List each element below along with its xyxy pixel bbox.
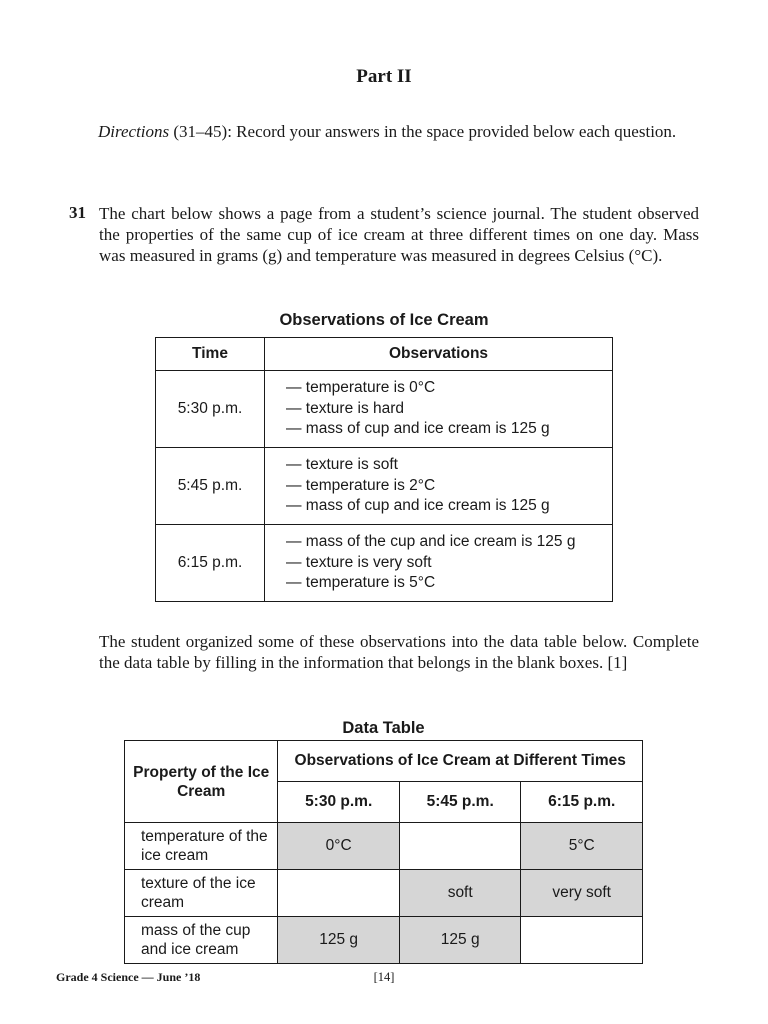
directions-paragraph bbox=[69, 121, 699, 142]
part-title: Part II bbox=[356, 66, 412, 87]
observation-time: 5:45 p.m. bbox=[156, 448, 265, 525]
observation-notes bbox=[265, 448, 613, 525]
question-intro: The chart below shows a page from a student’s science journal. The student observed the properties of the same cup of ice cream at three different times on one day. Mass was measured in grams (g) and temperature was measured in degrees Celsius (°C). bbox=[99, 204, 699, 265]
observations-table-title: Observations of Ice Cream bbox=[279, 311, 489, 329]
directions-text: (31–45): Record your answers in the space provided below each question. bbox=[169, 122, 677, 141]
observation-line: — mass of the cup and ice cream is 125 g bbox=[286, 533, 576, 551]
property-label: texture of the ice cream bbox=[125, 870, 278, 917]
blank-answer-cell[interactable] bbox=[399, 823, 521, 870]
value-cell: soft bbox=[399, 870, 521, 917]
header-property: Property of the Ice Cream bbox=[125, 741, 278, 823]
observation-time: 6:15 p.m. bbox=[156, 525, 265, 602]
header-time: Time bbox=[156, 338, 265, 371]
observation-line: — temperature is 5°C bbox=[286, 574, 436, 592]
value-cell: 125 g bbox=[278, 917, 400, 964]
blank-answer-cell[interactable] bbox=[278, 870, 400, 917]
data-table-title: Data Table bbox=[342, 719, 425, 737]
observations-table bbox=[155, 337, 613, 602]
header-observation-group: Observations of Ice Cream at Different Times bbox=[278, 741, 643, 782]
observation-row bbox=[156, 448, 613, 525]
observation-line: — temperature is 2°C bbox=[286, 476, 436, 494]
value-cell: 5°C bbox=[521, 823, 643, 870]
observation-row bbox=[156, 525, 613, 602]
observation-line: — mass of cup and ice cream is 125 g bbox=[286, 420, 550, 438]
value-cell: 0°C bbox=[278, 823, 400, 870]
observation-time: 5:30 p.m. bbox=[156, 371, 265, 448]
observation-row bbox=[156, 371, 613, 448]
observations-header-row bbox=[156, 338, 613, 371]
data-row-texture bbox=[125, 870, 643, 917]
question-instruction: The student organized some of these observations into the data table below. Complete the data table by filling in the information that belongs in the blank boxes. [1] bbox=[99, 632, 699, 672]
observation-notes bbox=[265, 371, 613, 448]
header-time-530: 5:30 p.m. bbox=[278, 782, 400, 823]
header-time-615: 6:15 p.m. bbox=[521, 782, 643, 823]
observation-line: — texture is soft bbox=[286, 456, 398, 474]
observation-line: — mass of cup and ice cream is 125 g bbox=[286, 497, 550, 515]
footer-exam-name: Grade 4 Science — June ’18 bbox=[56, 970, 201, 984]
data-table bbox=[124, 740, 643, 964]
footer-page-number: [14] bbox=[373, 970, 395, 984]
data-row-temperature bbox=[125, 823, 643, 870]
observation-line: — temperature is 0°C bbox=[286, 379, 436, 397]
blank-answer-cell[interactable] bbox=[521, 917, 643, 964]
observation-notes bbox=[265, 525, 613, 602]
header-observations: Observations bbox=[265, 338, 613, 371]
data-row-mass bbox=[125, 917, 643, 964]
property-label: mass of the cup and ice cream bbox=[125, 917, 278, 964]
observation-line: — texture is very soft bbox=[286, 553, 432, 571]
observation-line: — texture is hard bbox=[286, 399, 405, 417]
value-cell: 125 g bbox=[399, 917, 521, 964]
property-label: temperature of the ice cream bbox=[125, 823, 278, 870]
header-time-545: 5:45 p.m. bbox=[399, 782, 521, 823]
value-cell: very soft bbox=[521, 870, 643, 917]
question-number: 31 bbox=[69, 203, 86, 222]
directions-lead: Directions bbox=[98, 122, 170, 141]
data-table-header-row bbox=[125, 741, 643, 782]
